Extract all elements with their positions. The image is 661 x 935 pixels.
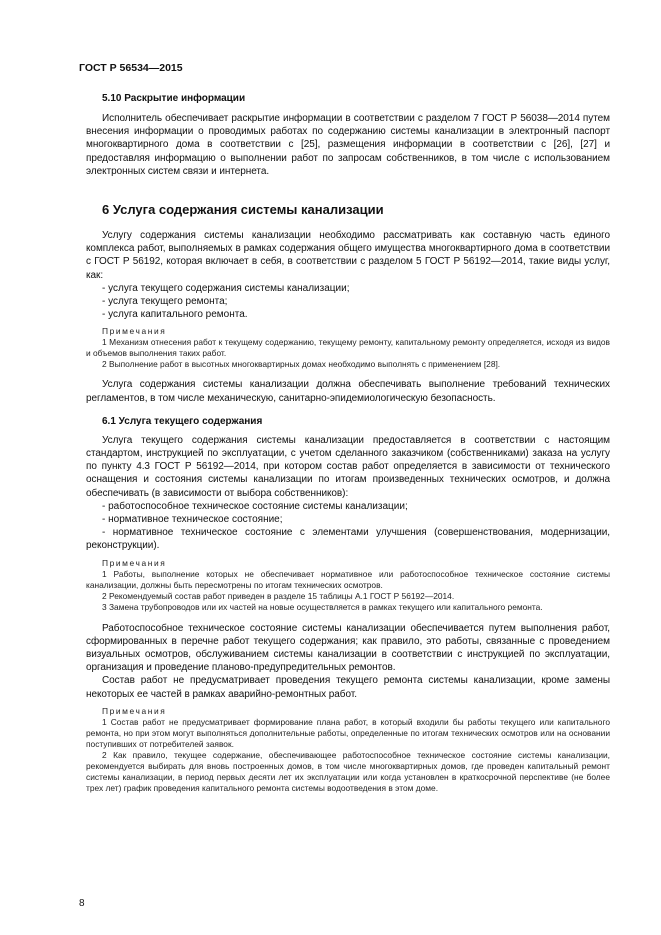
note-item: 1 Механизм отнесения работ к текущему содержанию, текущему ремонту, капитальному ремонту определяется, исходя из видов и объемов выполнения таких работ.: [86, 337, 610, 359]
notes-heading: Примечания: [102, 557, 167, 568]
note-item: 1 Работы, выполнение которых не обеспечивает нормативное или работоспособное техническое состояние системы канализации, должны быть пересмотрены по итогам технических осмотров.: [86, 568, 610, 590]
list-item: - нормативное техническое состояние с элементами улучшения (совершенствования, модернизации, реконструкции).: [86, 527, 610, 552]
list-item: - услуга текущего ремонта;: [102, 296, 228, 308]
page-content: [86, 92, 610, 794]
section-6-1-paragraph-2: Работоспособное техническое состояние системы канализации обеспечивается путем выполнения работ, сформированных в перечне работ текущего содержания; как правило, это работы, связанные с проведением визуальных осмотров, обслуживанием системы канализации в соответствии с инструкцией по эксплуатации, организация и проведение планово-предупредительных ремонтов.: [86, 622, 610, 674]
section-6-1-paragraph-1: Услуга текущего содержания системы канализации предоставляется в соответствии с настоящим стандартом, инструкцией по эксплуатации, с учетом сделанного заказчиком (собственниками) заказа на услугу по пункту 4.3 ГОСТ Р 56192—2014, при котором состав работ определяется в зависимости от технического оснащения и состояния системы канализации по итогам произведенных технических осмотров, и должна обеспечивать (в зависимости от выбора собственников):: [86, 434, 610, 499]
note-item: 3 Замена трубопроводов или их частей на новые осуществляется в рамках текущего или капитального ремонта.: [102, 601, 543, 612]
section-6-1-paragraph-3: Состав работ не предусматривает проведения текущего ремонта системы канализации, кроме замены некоторых ее частей в рамках аварийно-ремонтных работ.: [86, 675, 610, 700]
section-6-paragraph-2: Услуга содержания системы канализации должна обеспечивать выполнение требований технических регламентов, в том числе механическую, санитарно-эпидемиологическую безопасность.: [86, 379, 610, 404]
notes-heading: Примечания: [102, 326, 167, 337]
note-item: 2 Рекомендуемый состав работ приведен в разделе 15 таблицы А.1 ГОСТ Р 56192—2014.: [102, 590, 455, 601]
section-6-paragraph-1: Услугу содержания системы канализации необходимо рассматривать как составную часть единого комплекса работ, выполняемых в рамках содержания общего имущества многоквартирного дома в соответствии с ГОСТ Р 56192, которая включает в себя, в соответствии с разделом 5 ГОСТ Р 56192—2014, такие виды услуг, как:: [86, 230, 610, 281]
page-number: 8: [79, 898, 85, 909]
list-item: - работоспособное техническое состояние системы канализации;: [102, 500, 408, 512]
notes-heading: Примечания: [102, 705, 167, 716]
note-item: 2 Выполнение работ в высотных многоквартирных домах необходимо выполнять с применением [28].: [102, 359, 501, 370]
note-item: 2 Как правило, текущее содержание, обеспечивающее работоспособное техническое состояние системы канализации, рекомендуется выбирать для вновь построенных домов, в том числе многоквартирных домов, где проведен капитальный ремонт системы канализации, в период первых десяти лет их эксплуатации или когда установлен в краткосрочной перспективе (не более трех лет) график проведения капитального ремонта системы водоотведения в этом доме.: [86, 749, 610, 793]
document-code-header: ГОСТ Р 56534—2015: [79, 62, 183, 74]
list-item: - нормативное техническое состояние;: [102, 514, 283, 526]
section-6-1-title: 6.1 Услуга текущего содержания: [102, 415, 263, 427]
list-item: - услуга капитального ремонта.: [102, 309, 248, 321]
section-5-10-title: 5.10 Раскрытие информации: [102, 93, 246, 104]
note-item: 1 Состав работ не предусматривает формирование плана работ, в который входили бы работы текущего или капитального ремонта, но при этом могут выполняться дополнительные работы, определенные по итогам технических осмотров или на основании поступивших от потребителей заявок.: [86, 716, 610, 749]
section-5-10-paragraph: Исполнитель обеспечивает раскрытие информации в соответствии с разделом 7 ГОСТ Р 56038—2014 путем внесения информации о проводимых работах по содержанию системы канализации в электронный паспорт многоквартирного дома в соответствии с [25], размещения информации в соответствии с [26], [27] и предоставляя информацию о выполнении работ по запросам собственников, в том числе с использованием электронных систем связи и интернета.: [86, 113, 610, 177]
section-6-title: 6 Услуга содержания системы канализации: [102, 202, 384, 218]
list-item: - услуга текущего содержания системы канализации;: [102, 282, 350, 294]
